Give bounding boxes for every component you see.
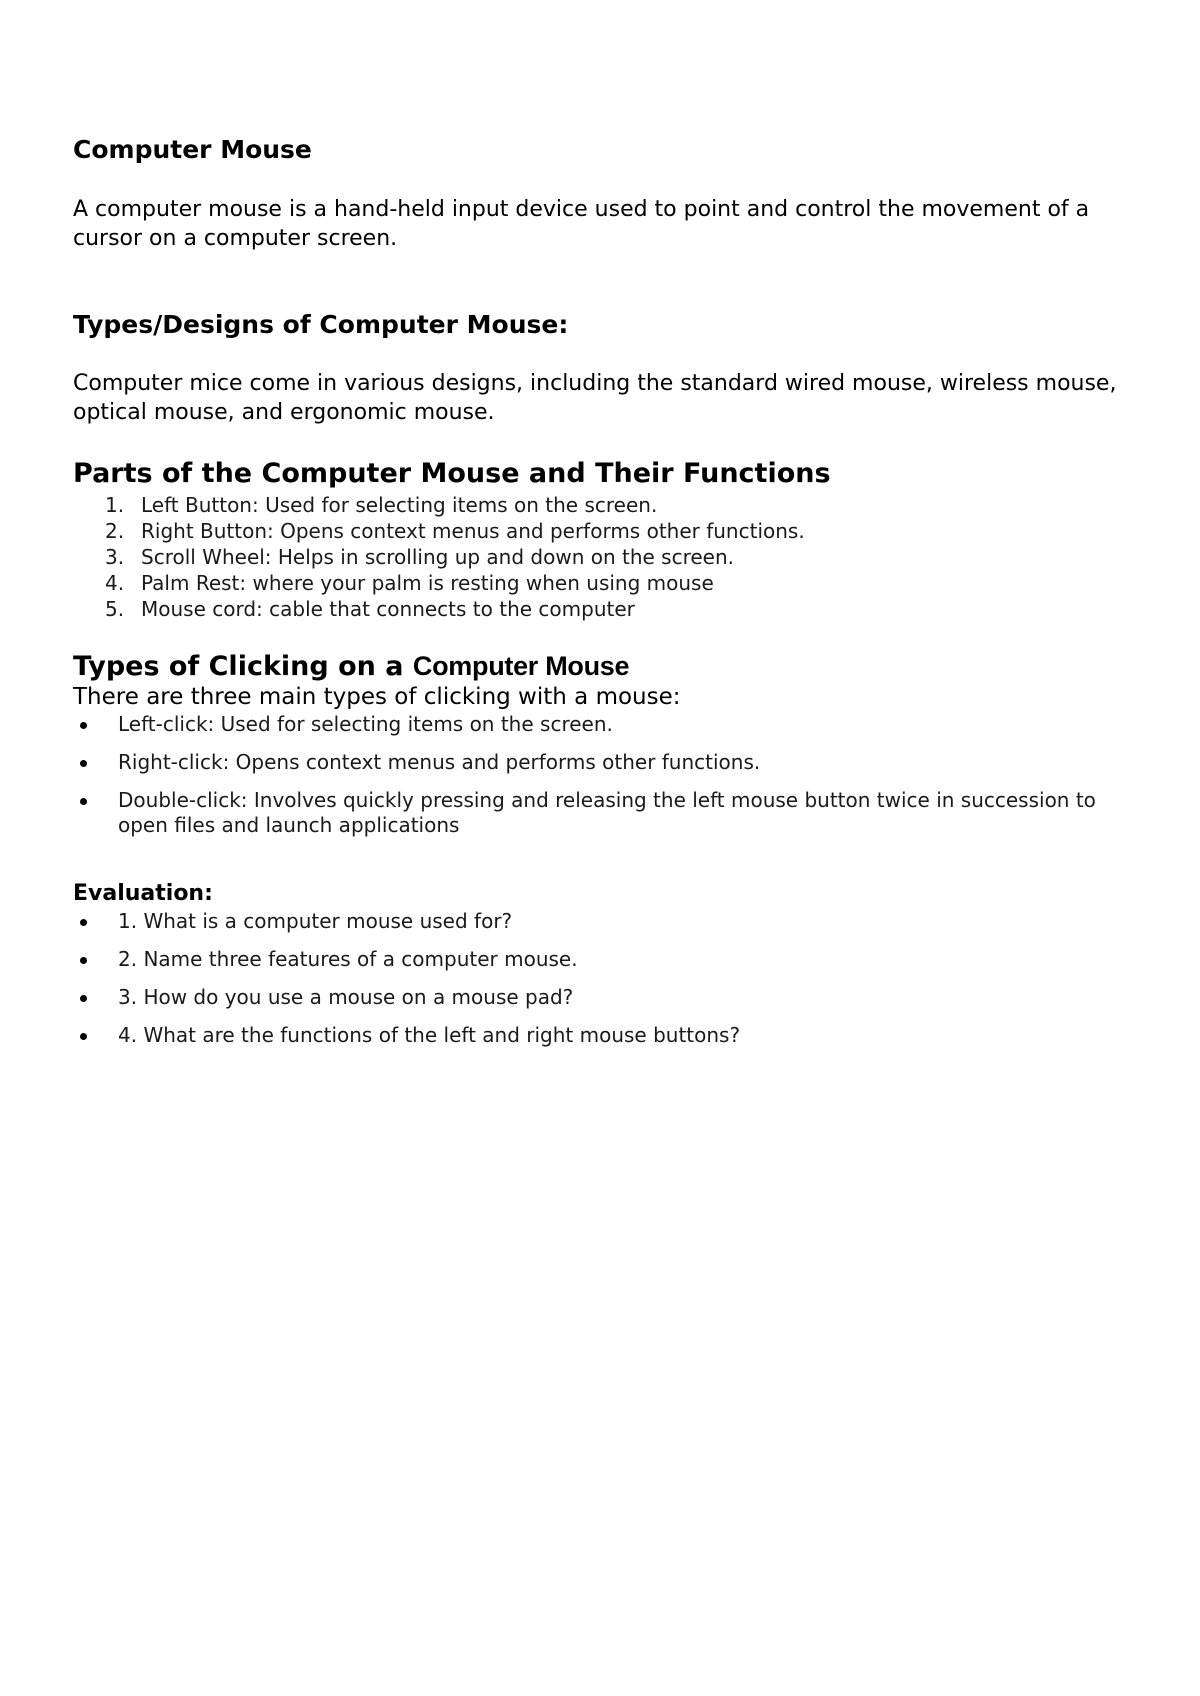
- bullet-icon: [80, 798, 87, 805]
- bullet-icon: [80, 995, 87, 1002]
- list-item: [73, 596, 805, 622]
- document-title: Computer Mouse: [73, 135, 312, 164]
- bullet-icon: [80, 919, 87, 926]
- intro-paragraph: A computer mouse is a hand-held input device used to point and control the movement of a cursor on a computer screen.: [73, 197, 1090, 251]
- list-item-text: Double-click: Involves quickly pressing and releasing the left mouse button twice in succession to open files and launch applications: [118, 788, 1096, 837]
- parts-list: [73, 492, 805, 622]
- list-item: [73, 544, 805, 570]
- bullet-icon: [80, 957, 87, 964]
- list-item-text: 3. How do you use a mouse on a mouse pad?: [118, 985, 574, 1009]
- list-item: [73, 570, 805, 596]
- parts-heading: Parts of the Computer Mouse and Their Functions: [73, 458, 831, 489]
- list-number: 3.: [105, 545, 125, 569]
- list-item: [73, 1023, 1123, 1048]
- types-heading: Types/Designs of Computer Mouse:: [73, 310, 569, 339]
- evaluation-list: [73, 909, 1123, 1061]
- list-number: 1.: [105, 493, 125, 517]
- list-number: 5.: [105, 597, 125, 621]
- list-item-text: 2. Name three features of a computer mouse.: [118, 947, 578, 971]
- list-item-text: 1. What is a computer mouse used for?: [118, 909, 513, 933]
- list-item: [73, 712, 1123, 737]
- list-item: [73, 788, 1123, 838]
- list-item: [73, 947, 1123, 972]
- list-item: [73, 518, 805, 544]
- list-item-text: Right-click: Opens context menus and performs other functions.: [118, 750, 761, 774]
- bullet-icon: [80, 760, 87, 767]
- list-number: 2.: [105, 519, 125, 543]
- list-number: 4.: [105, 571, 125, 595]
- clicking-heading: [73, 650, 629, 683]
- bullet-icon: [80, 722, 87, 729]
- list-item-text: Scroll Wheel: Helps in scrolling up and down on the screen.: [141, 545, 735, 569]
- list-item-text: Left Button: Used for selecting items on the screen.: [141, 493, 658, 517]
- list-item: [73, 909, 1123, 934]
- bullet-icon: [80, 1033, 87, 1040]
- clicking-list: [73, 712, 1123, 851]
- list-item-text: 4. What are the functions of the left and right mouse buttons?: [118, 1023, 741, 1047]
- clicking-heading-part1: Types of Clicking on a: [73, 651, 413, 682]
- clicking-intro: There are three main types of clicking with a mouse:: [73, 684, 681, 710]
- clicking-heading-part2: Computer Mouse: [412, 651, 630, 681]
- list-item: [73, 985, 1123, 1010]
- evaluation-heading: Evaluation:: [73, 881, 213, 906]
- list-item-text: Mouse cord: cable that connects to the computer: [141, 597, 635, 621]
- list-item-text: Left-click: Used for selecting items on the screen.: [118, 712, 613, 736]
- list-item: [73, 492, 805, 518]
- types-paragraph: Computer mice come in various designs, including the standard wired mouse, wireless mouse, optical mouse, and ergonomic mouse.: [73, 371, 1117, 425]
- list-item-text: Right Button: Opens context menus and performs other functions.: [141, 519, 805, 543]
- list-item: [73, 750, 1123, 775]
- list-item-text: Palm Rest: where your palm is resting when using mouse: [141, 571, 714, 595]
